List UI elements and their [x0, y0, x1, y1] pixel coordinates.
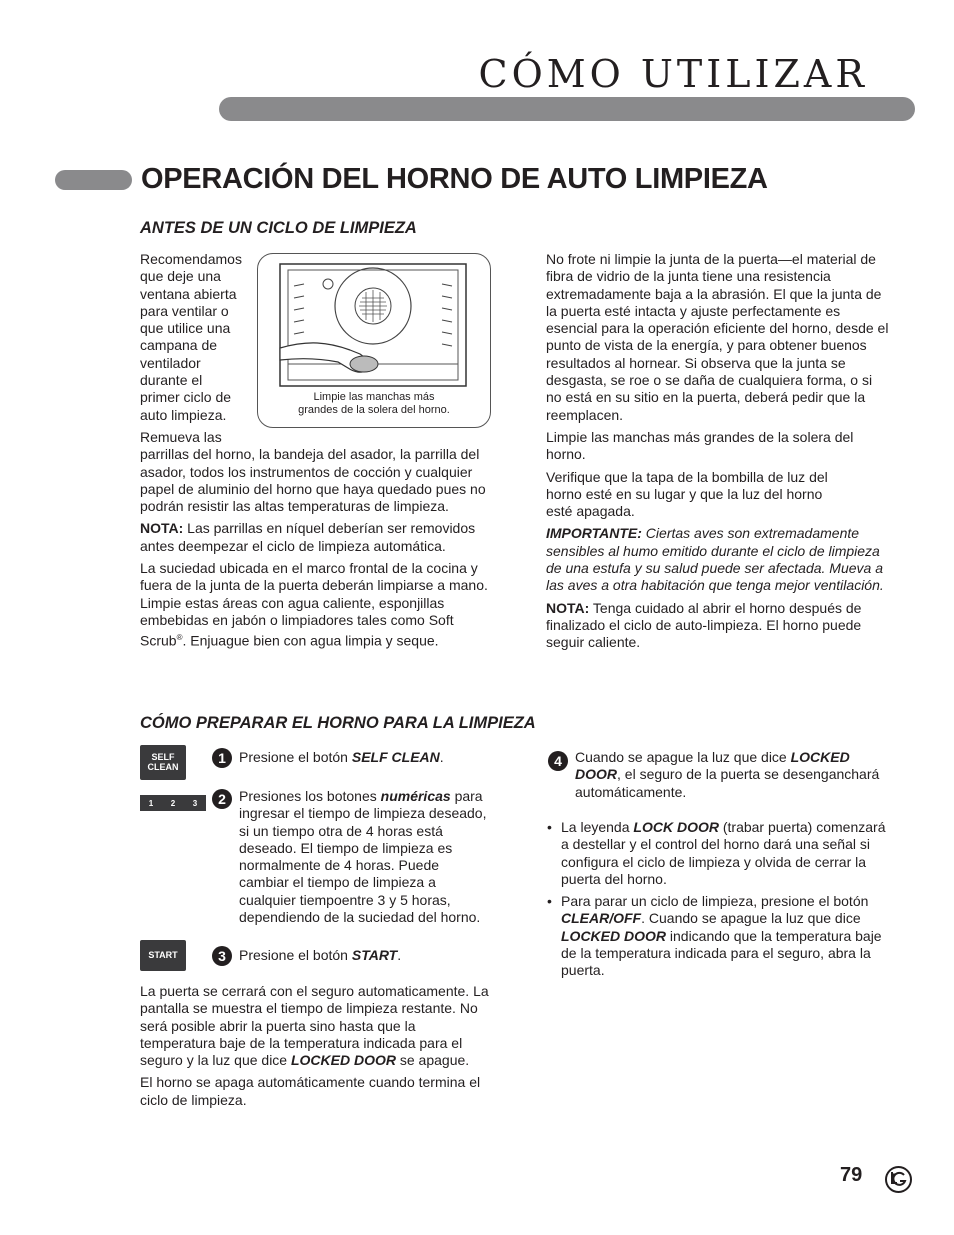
note-nickel-racks: NOTA: Las parrillas en níquel deberían ser removidos antes deempezar el ciclo de limpieza automática.: [140, 520, 476, 554]
step-3-text: Presione el botón START.: [239, 947, 402, 963]
page-number: 79: [840, 1164, 863, 1186]
oven-illustration-box: [257, 253, 491, 428]
step-4-badge: 4: [548, 751, 568, 771]
header-bar: [219, 97, 915, 121]
hand-clean-paragraph: La suciedad ubicada en el marco frontal de la cocina y fuera de la junta de la puerta deberán limpiarse a mano. Limpie estas áreas con agua caliente, esponjillas embebidas en jabón o limpiadores tales como Soft Scrub®. Enjuague bien con agua limpia y seque.: [140, 560, 488, 649]
step-3-badge: 3: [212, 946, 232, 966]
after-start-text: [140, 983, 492, 1114]
subheading-before-cleaning: ANTES DE UN CICLO DE LIMPIEZA: [140, 219, 417, 237]
step-4-text: Cuando se apague la luz que dice LOCKED DOOR, el seguro de la puerta se desenganchará automáticamente.: [575, 749, 880, 800]
step-1-badge: 1: [212, 748, 232, 768]
section-title: OPERACIÓN DEL HORNO DE AUTO LIMPIEZA: [141, 163, 768, 195]
step-2-text: Presiones los botones numéricas para ingresar el tiempo de limpieza deseado, si un tiempo otra de 4 horas está deseado. El tiempo de limpieza es normalmente de 4 horas. Puede cambiar el tiempo de limpieza a cualquier tiempoentre 3 y 5 horas, dependiendo de la suciedad del horno.: [239, 788, 487, 926]
wipe-spots-paragraph: Limpie las manchas más grandes de la solera del horno.: [546, 428, 854, 463]
auto-off-paragraph: El horno se apaga automáticamente cuando termina el ciclo de limpieza.: [140, 1074, 481, 1108]
numeric-keypad[interactable]: [140, 795, 206, 811]
bullet-stop-cycle: • Para parar un ciclo de limpieza, presione el botón CLEAR/OFF. Cuando se apague la luz que dice LOCKED DOOR indicando que la temperatura baje de la temperatura indicada para el seguro, abra la puerta.: [546, 893, 888, 979]
important-birds-note: IMPORTANTE: Ciertas aves son extremadamente sensibles al humo emitido durante el ciclo de limpieza de una estufa y su salud puede ser afectada. Mueva a las aves a otra habitación que tenga mejor ventilación.: [546, 525, 884, 594]
step-2-badge: 2: [212, 789, 232, 809]
door-gasket-paragraph: No frote ni limpie la junta de la puerta—el material de fibra de vidrio de la junta tiene una resistencia extremadamente baja a la abrasión. El que la junta de la puerta esté intacta y ajuste perfectamente es esencial para la operación eficiente del horno, desde el punto de vista de la energía, y para obtener buenos resultados al hornear. Si observa que la junta se desgasta, se roe o se daña de cualquiera forma, o si no está en su sitio en la puerta, deberá pedir que la reemplacen.: [546, 251, 889, 423]
start-button[interactable]: START: [140, 940, 186, 971]
key-3[interactable]: 3: [192, 798, 198, 808]
self-clean-button[interactable]: SELF CLEAN: [140, 745, 186, 780]
light-cover-paragraph: Verifique que la tapa de la bombilla de luz del horno esté en su lugar y que la luz del horno esté apagada.: [546, 468, 828, 520]
lg-logo-icon: [885, 1166, 912, 1193]
intro-paragraph: Recomendamos que deje una ventana abierta para ventilar o que utilice una campana de ventilador durante el primer ciclo de auto limpieza.: [140, 251, 242, 423]
chapter-title: CÓMO UTILIZAR: [478, 52, 868, 96]
oven-cleaning-illustration: [258, 254, 492, 394]
key-2[interactable]: 2: [170, 798, 176, 808]
subheading-prepare-oven: CÓMO PREPARAR EL HORNO PARA LA LIMPIEZA: [140, 714, 536, 732]
section-pill-decoration: [55, 170, 132, 190]
key-1[interactable]: 1: [148, 798, 154, 808]
right-column: [546, 251, 890, 657]
bullet-lock-door: • La leyenda LOCK DOOR (trabar puerta) comenzará a destellar y el control del horno dará una señal si configura el ciclo de limpieza y olvida de cerrar la puerta del horno.: [546, 819, 888, 888]
note-hot-oven: NOTA: Tenga cuidado al abrir el horno después de finalizado el ciclo de auto-limpieza. El horno puede seguir caliente.: [546, 599, 862, 651]
figure-caption: Limpie las manchas más grandes de la solera del horno.: [298, 391, 450, 416]
step-1-text: Presione el botón SELF CLEAN.: [239, 749, 444, 765]
remove-racks-paragraph: Remueva las parrillas del horno, la bandeja del asador, la parrilla del asador, todos los instrumentos de cocción y cualquier papel de aluminio del horno que haya quedado pues no podrán resistir las altas temperaturas de limpieza.: [140, 428, 486, 515]
door-lock-paragraph: La puerta se cerrará con el seguro automaticamente. La pantalla se muestra el tiempo de limpieza restante. No será posible abrir la puerta sino hasta que la temperatura baje de la temperatura indicada para el seguro y la luz que dice LOCKED DOOR se apague.: [140, 983, 489, 1069]
notes-bullet-list: [546, 819, 888, 985]
